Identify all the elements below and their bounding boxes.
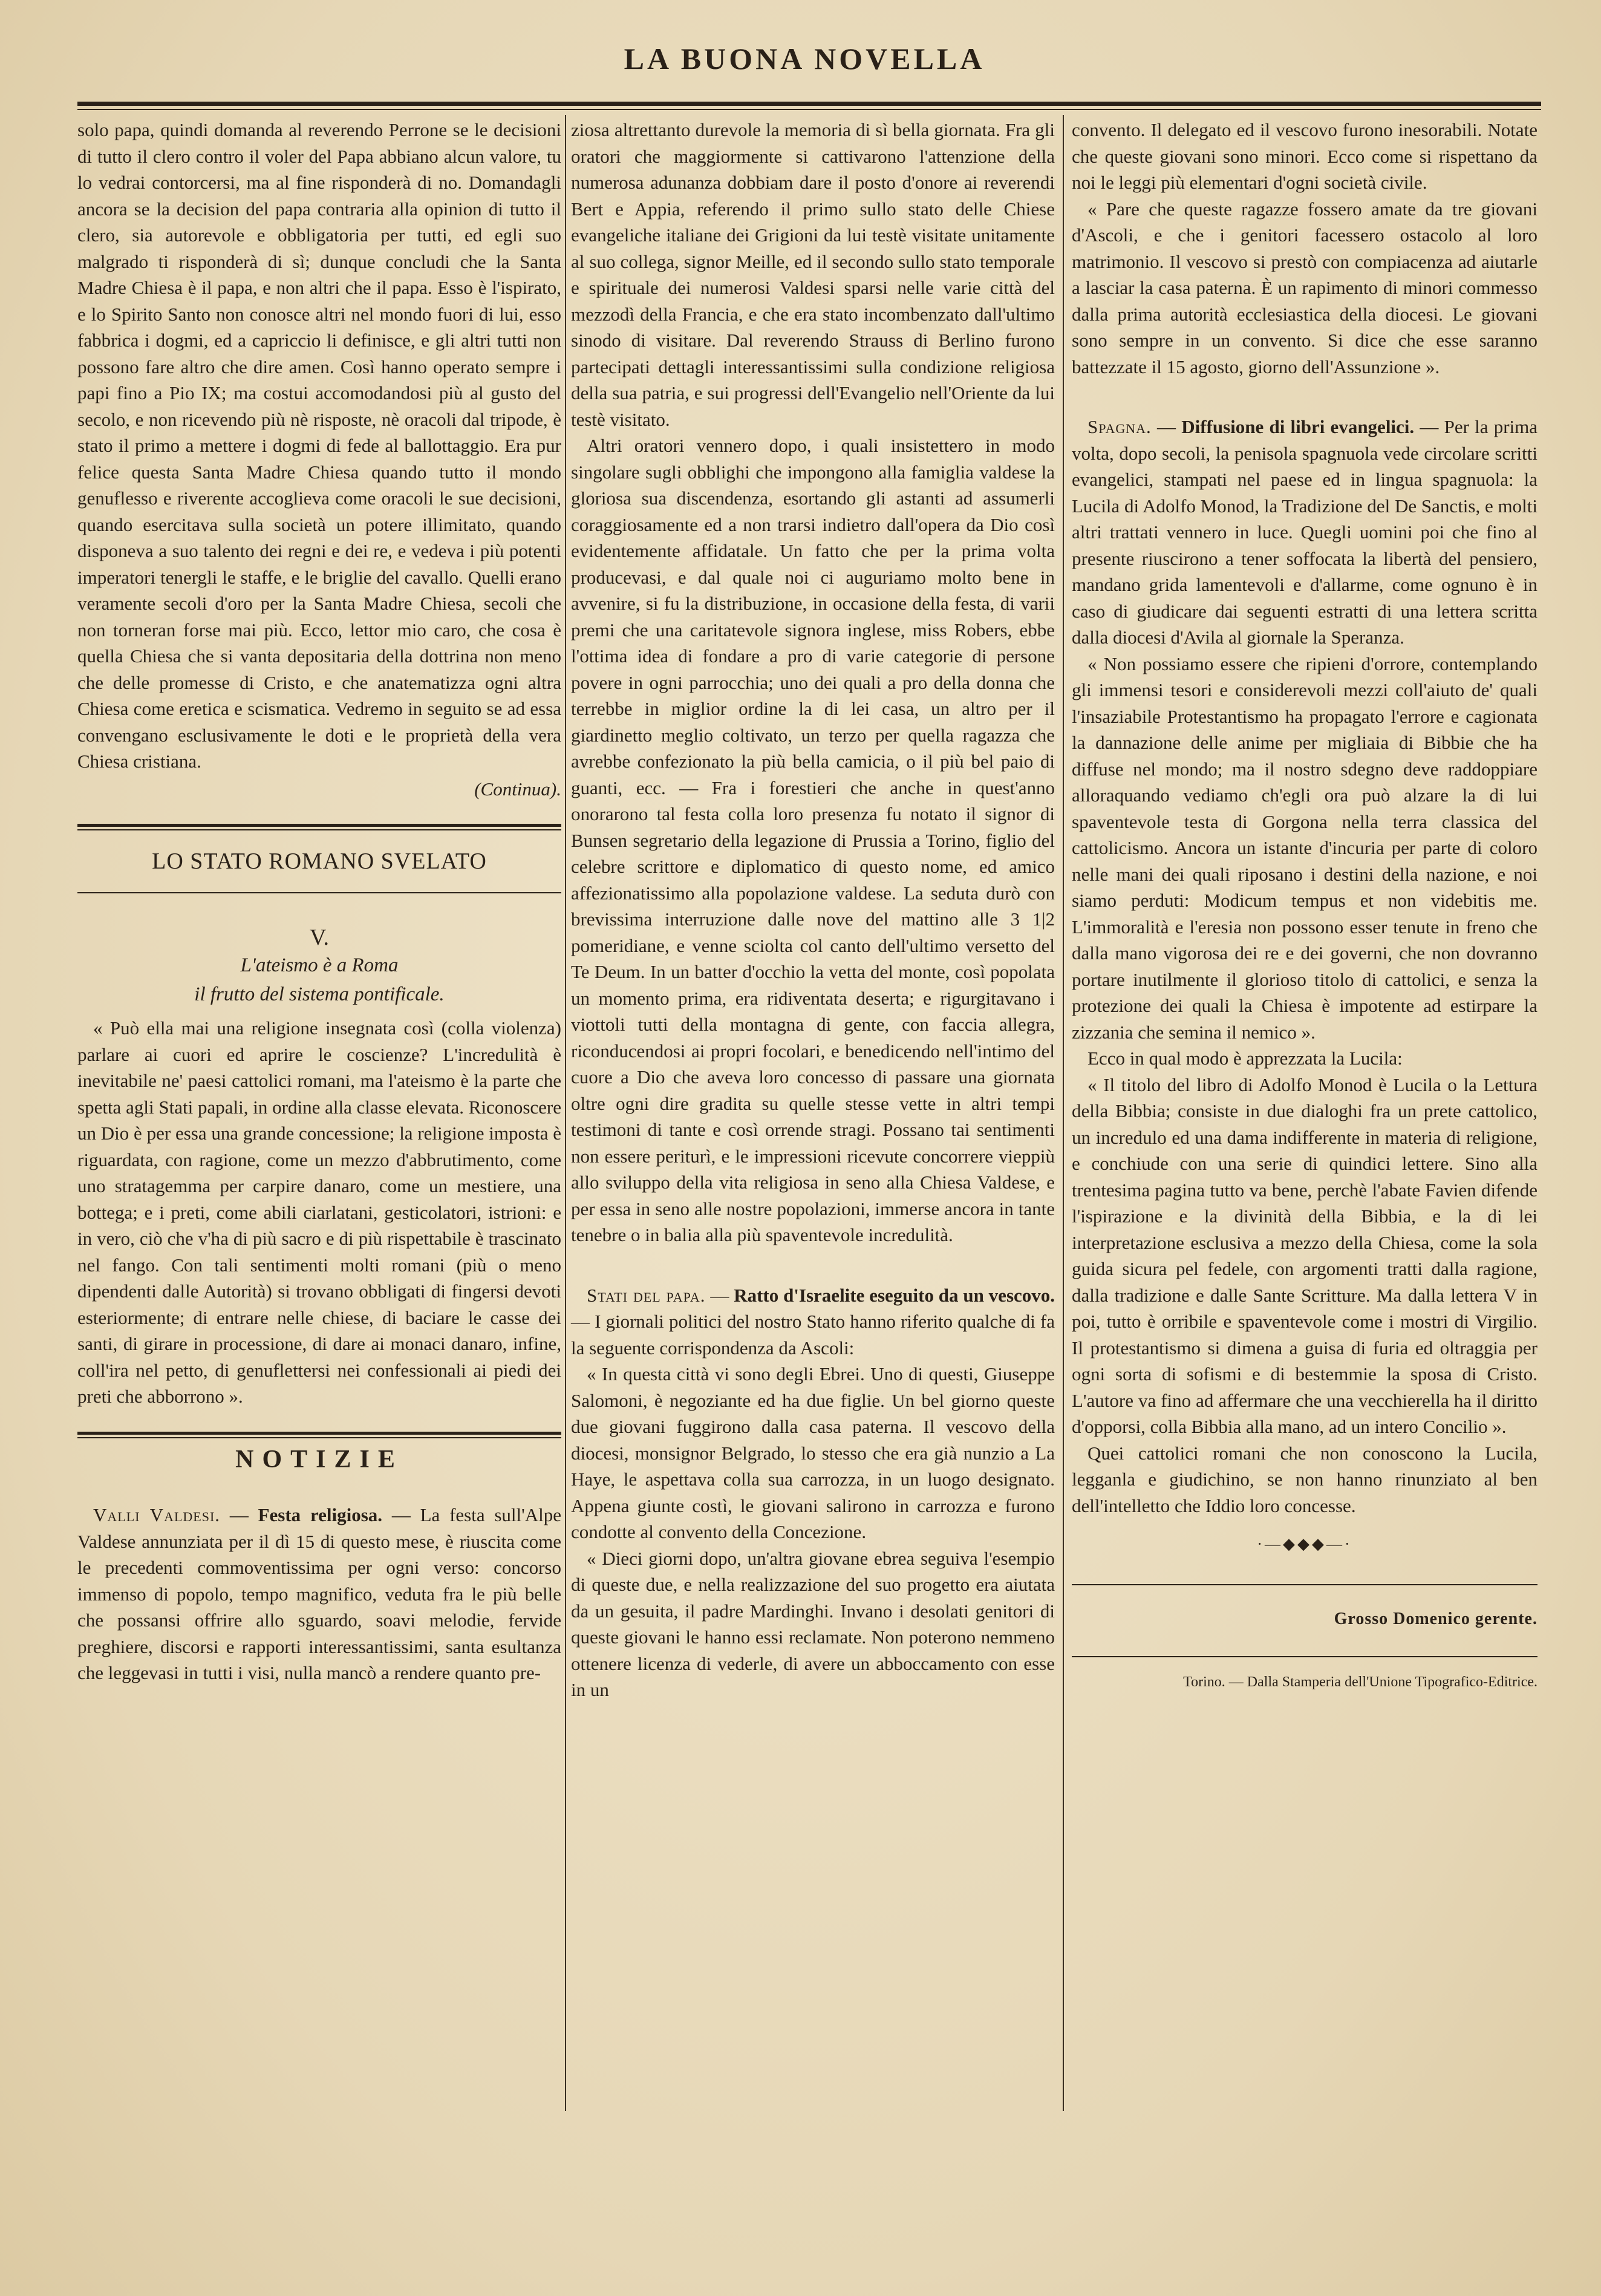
news-body: La festa sull'Alpe Valdese annunziata per il dì 15 di questo mese, è riuscita come le precedenti commoventissima per ogni verso: concorso immenso di popolo, tempo magnifico, veduta fra le più belle che possansi offrire allo sguardo, soavi melodie, fervide preghiere, discorsi e rapporti interessantissimi, santa esultanza che leggevasi in tutti i visi, nulla mancò a rendere quanto pre-: [77, 1504, 561, 1683]
masthead-rule: [77, 102, 1541, 106]
news-item: Stati del papa. — Ratto d'Israelite eseguito da un vescovo. — I giornali politici del nostro Stato hanno riferito qualche di fa la seguente corrispondenza da Ascoli:: [571, 1284, 1055, 1358]
article-paragraph: « Dieci giorni dopo, un'altra giovane ebrea seguiva l'esempio di queste due, e nella realizzazione del suo progetto era aiutata da un gesuita, il padre Mardinghi. Invano i desolati genitori di queste giovani le hanno essi reclamate. Non poterono nemmeno ottenere licenza di vederle, di avere un abboccamento con esse in un: [571, 1547, 1055, 1700]
article-paragraph: « Non possiamo essere che ripieni d'orrore, contemplando gli immensi tesori e considerevoli mezzi coll'aiuto de' quali l'insaziabile Protestantismo ha propagato l'errore e cagionata la dannazione delle anime per migliaia di Bibbie che ha diffuse nel mondo; ma il nostro sdegno deve raddoppiare alloraquando vediamo ch'egli ora può alzare la di lui spaventevole testa di Gorgona nella terra classica del cattolicismo. Ancora un istante d'incuria per parte di coloro nelle mani dei quali riposano i destini della nazione, e noi siamo perduti: Modicum tempus et non videbitis me. L'immoralità e l'eresia non possono esser tenute in freno che dalla mano vigorosa dei re e dei governi, che non dovranno portare inutilmente il glorioso titolo di cattolici, e senza la protezione dei quali la Chiesa è impotente ad estirpare la zizzania che semina il nemico ».: [1072, 653, 1537, 1043]
continua-note: (Continua).: [474, 778, 561, 800]
news-title: Diffusione di libri evangelici.: [1181, 416, 1415, 437]
column-divider-1: [565, 115, 566, 2111]
column-1: [77, 117, 561, 1686]
news-item: Valli Valdesi. — Festa religiosa. — La festa sull'Alpe Valdese annunziata per il dì 15 di questo mese, è riuscita come le precedenti commoventissima per ogni verso: concorso immenso di popolo, tempo magnifico, veduta fra le più belle che possansi offrire allo sguardo, soavi melodie, fervide preghiere, discorsi e rapporti interessantissimi, santa esultanza che leggevasi in tutti i visi, nulla mancò a rendere quanto pre-: [77, 1504, 561, 1683]
news-item: Spagna. — Diffusione di libri evangelici. — Per la prima volta, dopo secoli, la penisola spagnuola vede circolare scritti evangelici, stampati nel paese ed in lingua spagnuola: la Lucila di Adolfo Monod, la Tradizione del De Sanctis, e molti altri trattati vennero in luce. Quegli uomini poi che fino al presente riuscirono a tener soffocata la libertà del pensiero, mandano grida lamentevoli e d'allarme, come ognuno è in caso di giudicare dai seguenti estratti di una lettera scritta dalla diocesi d'Avila al giornale la Speranza.: [1072, 416, 1538, 648]
signature-rule: [1072, 1584, 1537, 1585]
printer-imprint: Torino. — Dalla Stamperia dell'Unione Tipografico-Editrice.: [1183, 1674, 1537, 1690]
article-paragraph: « Pare che queste ragazze fossero amate da tre giovani d'Ascoli, e che i genitori facessero ostacolo al loro matrimonio. Il vescovo si prestò con compiacenza ad aiutarle a lasciar la casa paterna. È un rapimento di minori commesso dalla prima autorità ecclesiastica della diocesi. Le giovani sono sempre in un convento. Si dice che esse saranno battezzate il 15 agosto, giorno dell'Assunzione ».: [1072, 198, 1537, 377]
column-2: [571, 117, 1055, 1703]
article-paragraph: ziosa altrettanto durevole la memoria di sì bella giornata. Fra gli oratori che maggiormente si cattivarono l'attenzione della numerosa adunanza dobbiam dare il posto d'onore ai reverendi Bert e Appia, referendo il primo sullo stato delle Chiese evangeliche italiane dei Grigioni da lui testè visitate unitamente al suo collega, signor Meille, ed il secondo sullo stato temporale e spirituale dei numerosi Valdesi sparsi nelle varie città del mezzodì della Francia, e che era stato incombenzato dall'ultimo sinodo di visitare. Dal reverendo Strauss di Berlino furono partecipati dettagli interessantissimi sulla condizione religiosa della sua patria, e sui progressi dell'Evangelio nell'Oriente da lui testè visitato.: [571, 119, 1055, 430]
news-body: Per la prima volta, dopo secoli, la penisola spagnuola vede circolare scritti evangelici, stampati nel paese ed in lingua spagnuola: la Lucila di Adolfo Monod, la Tradizione del De Sanctis, e molti altri trattati vennero in luce. Quegli uomini poi che fino al presente riuscirono a tener soffocata la libertà del pensiero, mandano grida lamentevoli e d'allarme, come ognuno è in caso di giudicare dai seguenti estratti di una lettera scritta dalla diocesi d'Avila al giornale la Speranza.: [1072, 416, 1538, 648]
news-body: I giornali politici del nostro Stato hanno riferito qualche di fa la seguente corrispondenza da Ascoli:: [571, 1311, 1055, 1358]
article-paragraph: solo papa, quindi domanda al reverendo Perrone se le decisioni di tutto il clero contro il voler del Papa abbiano alcun valore, tu lo vedrai contorcersi, ma al fine risponderà di no. Domandagli ancora se la decision del papa contraria alla opinion di tutto il clero, sia autorevole e obbligatoria per tutti, ed egli suo malgrado ti risponderà di sì; dunque concludi che la Santa Madre Chiesa è il papa, e non altri che il papa. Esso è l'ispirato, e lo Spirito Santo non conosce altri nel mondo fuori di lui, esso fabbrica i dogmi, ed a capriccio li definisce, e gli altri tutti non possono fare altro che dire amen. Così hanno operato sempre i papi fino a Pio IX; ma costui accomodandosi più al gusto del secolo, e non ricevendo più nè risposte, nè oracoli dal tripode, è stato il primo a mettere i dogmi di fede al ballottaggio. Era pur felice questa Santa Madre Chiesa quando tutto il mondo genuflesso e riverente accoglieva come oracoli le sue decisioni, quando esercitava sulla società un potere illimitato, quando disponeva a suo talento dei regni e dei re, e vedeva i più potenti imperatori tenergli le staffe, e le briglie del cavallo. Quelli erano veramente secoli d'oro per la Santa Madre Chiesa, secoli che non torneran forse mai più. Ecco, lettor mio caro, che cosa è quella Chiesa che si vanta depositaria della dottrina non meno che delle promesse di Cristo, e che anatematizza ogni altra Chiesa come eretica e scismatica. Vedremo in seguito se ad essa convengano esclusivamente le doti e le proprietà della vera Chiesa cristiana.: [77, 119, 561, 772]
masthead-rule-thin: [77, 109, 1541, 110]
section-divider-thin: [77, 829, 561, 830]
masthead: LA BUONA NOVELLA: [624, 42, 985, 76]
news-location: Spagna.: [1087, 416, 1152, 437]
printer-rule: [1072, 1656, 1537, 1657]
section-title: LO STATO ROMANO SVELATO: [152, 849, 487, 874]
article-paragraph: convento. Il delegato ed il vescovo furono inesorabili. Notate che queste giovani sono minori. Ecco come si rispettano da noi le leggi più elementari d'ogni società civile.: [1072, 119, 1537, 193]
chapter-subtitle-1: L'ateismo è a Roma: [240, 954, 399, 976]
notizie-heading: NOTIZIE: [235, 1445, 403, 1473]
ornament-divider: ·—◆◆◆—·: [1257, 1535, 1352, 1553]
chapter-number: V.: [309, 924, 330, 950]
article-paragraph: Altri oratori vennero dopo, i quali insistettero in modo singolare sugli obblighi che impongono alla famiglia valdese la gloriosa sua discendenza, esortando gli astanti ad assumerli coraggiosamente ed a non trarsi indietro dall'opera da Dio così evidentemente affidatale. Un fatto che per la prima volta producevasi, e dal quale noi ci auguriamo molto bene in avvenire, si fu la distribuzione, in occasione della festa, di varii premi che una caritatevole signora inglese, miss Robers, ebbe l'ottima idea di fondare a pro di varie categorie di persone povere in ogni parrocchia; uno dei quali a pro della donna che terrebbe in miglior ordine la di lei casa, un altro per il giardinetto meglio coltivato, un terzo per quella ragazza che avrebbe confezionato la più bella camicia, o il più bel paio di guanti, ecc. — Fra i forestieri che anche in quest'anno onorarono tal festa colla loro presenza fu notato il signor di Bunsen segretario della legazione di Prussia a Torino, figlio del celebre scrittore e diplomatico di questo nome, ed amico affezionatissimo alla popolazione valdese. La seduta durò con brevissima interruzione dalle nove del mattino alle 3 1|2 pomeridiane, e venne sciolta col canto dell'ultimo versetto del Te Deum. In un batter d'occhio la vetta del monte, così popolata un momento prima, era ridiventata deserta; e rigurgitavano i viottoli tutti della montagna di gente, con faccia allegra, riconducendosi ai propri focolari, e benedicendo nell'intimo del cuore a Dio che aveva loro concesso di passare una giornata oltre ogni dire gradita su quelle stesse vette in altri tempi testimoni di tante e così orrende stragi. Possano tai sentimenti non essere periturì, e le impressioni ricevute concorrere vieppiù allo sviluppo della vita religiosa in seno alla Chiesa Valdese, e per essa in seno alle nostre popolazioni, immerse ancora in tante tenebre o in balia alla più spaventevole incredulità.: [571, 435, 1055, 1245]
news-title: Festa religiosa.: [258, 1504, 383, 1525]
news-title: Ratto d'Israelite eseguito da un vescovo.: [734, 1284, 1055, 1306]
section-divider-thin: [77, 1437, 561, 1438]
article-paragraph: « Può ella mai una religione insegnata così (colla violenza) parlare ai cuori ed aprire le coscienze? L'incredulità è inevitabile ne' paesi cattolici romani, ma l'ateismo è la parte che spetta agli Stati papali, in ordine alla classe elevata. Riconoscere un Dio è per essa una grande concessione; la religione imposta è riguardata, con ragione, come un mezzo d'abbrutimento, come uno stratagemma per carpire danaro, come un mestiere, una bottega; e i preti, come abili ciarlatani, gesticolatori, istrioni: e in vero, ciò che v'ha di più sacro e di più rispettabile è trascinato nel fango. Con tali sentimenti molti romani (più o meno dipendenti dalle Autorità) si trovano obbligati di fingersi devoti esteriormente; di entrare nelle chiese, di baciare le casse dei santi, di girare in processione, di dare ai monaci danaro, infine, coll'ira nel petto, di genuflettersi nei confessionali ai piedi dei preti che abborrono ».: [77, 1017, 561, 1407]
article-paragraph: Quei cattolici romani che non conoscono la Lucila, legganla e giudichino, se non hanno rinunziato al ben dell'intelletto che Iddio loro concesse.: [1072, 1442, 1537, 1516]
section-divider: [77, 1432, 561, 1435]
section-divider-thin: [77, 892, 561, 893]
column-divider-2: [1063, 115, 1064, 2111]
article-paragraph: Ecco in qual modo è apprezzata la Lucila:: [1087, 1048, 1403, 1069]
news-location: Valli Valdesi.: [93, 1504, 221, 1525]
news-location: Stati del papa.: [587, 1284, 706, 1306]
article-paragraph: « In questa città vi sono degli Ebrei. Uno di questi, Giuseppe Salomoni, è negoziante ed ha due figlie. Un bel giorno queste due giovani fuggirono dalla casa paterna. Il vescovo della diocesi, monsignor Belgrado, lo stesso che era già nunzio a La Haye, le aspettava colla sua carrozza, in un luogo designato. Appena giunte costì, le giovani salirono in carrozza e furono condotte al convento della Concezione.: [571, 1363, 1055, 1542]
column-3: [1072, 117, 1537, 1696]
chapter-subtitle-2: il frutto del sistema pontificale.: [194, 983, 445, 1005]
gerente-signature: Grosso Domenico gerente.: [1334, 1609, 1537, 1628]
section-divider: [77, 824, 561, 827]
article-paragraph: « Il titolo del libro di Adolfo Monod è Lucila o la Lettura della Bibbia; consiste in due dialoghi fra un prete cattolico, un incredulo ed una dama indifferente in materia di religione, e conchiude con una serie di quindici lettere. Sino alla trentesima pagina tutto va bene, perchè l'abate Favien difende l'ispirazione e la divinità della Bibbia, e la di lei interpretazione esclusiva a mezzo della Chiesa, come la sola guida sicura pel fedele, con argomenti tratti dalla ragione, dalla tradizione e dalle Sante Scritture. Ma dalla lettera V in poi, tutto è orribile e spaventevole come i mostri di Virgilio. Il protestantismo si dimena a guisa di furia ed oltraggia per ogni sorta di sofismi e di bestemmie la sposa di Cristo. L'autore va fino ad affermare che una vecchierella ha il diritto d'opporsi, colla Bibbia alla mano, ad un intero Concilio ».: [1072, 1074, 1537, 1437]
